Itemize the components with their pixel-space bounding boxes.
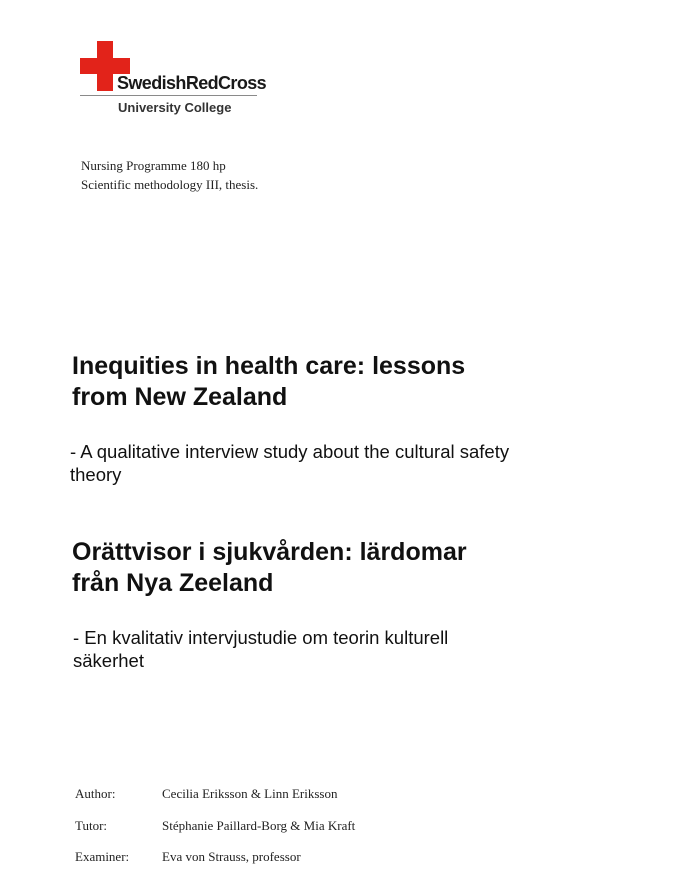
tutor-row (75, 818, 355, 850)
logo-subtitle: University College (118, 100, 232, 115)
swedish-title: Orättvisor i sjukvården: lärdomar från Nya Zeeland (72, 538, 467, 597)
examiner-label: Examiner: (75, 849, 130, 864)
logo-divider (80, 95, 257, 96)
logo-name: SwedishRedCross (117, 73, 267, 93)
examiner-value: Eva von Strauss, professor (162, 849, 301, 864)
english-subtitle: - A qualitative interview study about the cultural safety theory (70, 441, 510, 485)
tutor-label: Tutor: (75, 817, 108, 833)
thesis-metadata (75, 786, 355, 881)
course-info (81, 156, 258, 194)
examiner-row (75, 849, 355, 881)
author-row (75, 786, 355, 818)
module-text: Scientific methodology III, thesis. (81, 177, 259, 192)
author-label: Author: (75, 786, 116, 801)
programme-text: Nursing Programme 180 hp (81, 158, 226, 173)
swedish-red-cross-logo (80, 41, 267, 119)
swedish-subtitle: - En kvalitativ intervjustudie om teorin kulturell säkerhet (73, 627, 449, 671)
tutor-value: Stéphanie Paillard-Borg & Mia Kraft (162, 817, 356, 833)
author-value: Cecilia Eriksson & Linn Eriksson (162, 786, 338, 801)
english-title: Inequities in health care: lessons from New Zealand (72, 352, 466, 411)
